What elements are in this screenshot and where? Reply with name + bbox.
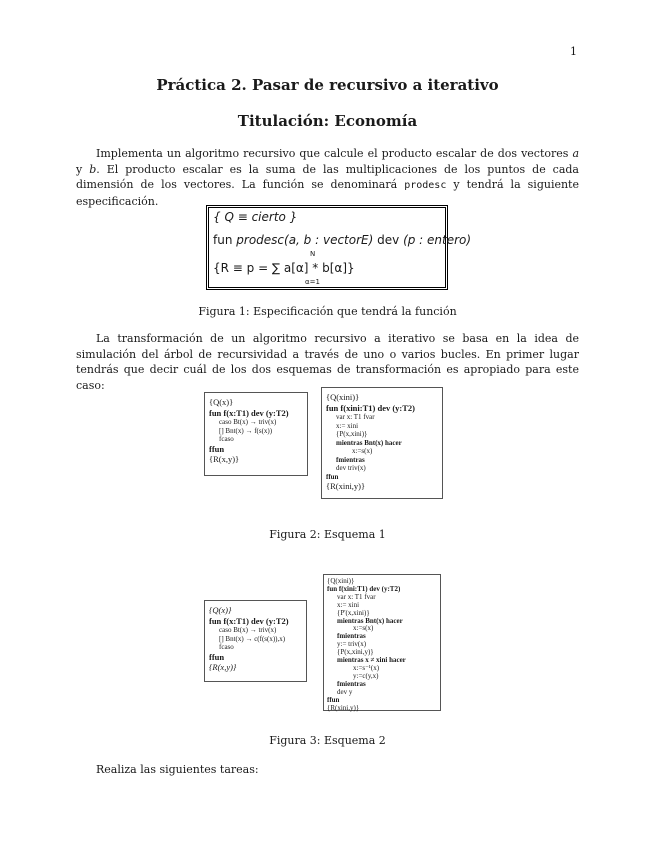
- func-name: prodesc: [404, 180, 447, 191]
- code-line: fmientras: [337, 632, 366, 641]
- code-line: caso Bt(x) → triv(x): [219, 626, 277, 634]
- code-line: fun f(xini:T1) dev (y:T2): [326, 402, 416, 413]
- figure-3-caption: Figura 3: Esquema 2: [269, 734, 386, 747]
- spec-postcondition: {R ≡ p = ∑ a[α] * b[α]}: [213, 261, 355, 275]
- code-line: ffun: [327, 695, 340, 704]
- code-line: {R(x,y)}: [209, 454, 240, 464]
- scheme-2-iterative-box: [323, 574, 441, 711]
- code-line: dev triv(x): [336, 464, 366, 472]
- code-line: var x: T1 fvar: [336, 413, 375, 421]
- code-line: fun f(x:T1) dev (y:T2): [209, 615, 289, 626]
- figure-2-caption: Figura 2: Esquema 1: [269, 528, 386, 541]
- code-line: {P(x,xini,y)}: [337, 648, 374, 657]
- spec-precondition: { Q ≡ cierto }: [213, 210, 298, 224]
- code-line: ffun: [209, 443, 225, 454]
- code-line: x:=s(x): [352, 447, 373, 455]
- code-line: fcaso: [219, 643, 234, 651]
- code-line: caso Bt(x) → triv(x): [219, 418, 277, 426]
- spec-dev-keyword: dev: [377, 233, 400, 247]
- code-line: var x: T1 fvar: [337, 592, 376, 601]
- code-line: x:= xini: [337, 600, 360, 609]
- code-line: {Q(x)}: [209, 605, 232, 615]
- code-line: fmientras: [337, 679, 366, 688]
- sum-upper-limit: N: [310, 250, 316, 258]
- code-line: y:= triv(x): [337, 640, 367, 649]
- code-line: [] Bnt(x) → c(f(s(x)),x): [219, 634, 286, 643]
- figure-1-caption: Figura 1: Especificación que tendrá la función: [198, 305, 457, 318]
- tasks-intro: Realiza las siguientes tareas:: [96, 763, 259, 776]
- intro-paragraph: [76, 146, 579, 209]
- code-line: fmientras: [336, 455, 365, 464]
- scheme-1-recursive-box: [204, 392, 308, 476]
- intro-text-3: y tendrá la siguiente especificación.: [76, 178, 579, 208]
- var-b: b: [89, 162, 97, 176]
- intro-text-2: . El producto escalar es la suma de las multiplicaciones de los puntos de cada dimensión de los vectores. La función se denominará: [76, 162, 579, 191]
- sum-lower-limit: α=1: [305, 278, 320, 286]
- scheme-2-recursive-box: [204, 600, 307, 682]
- page-number: 1: [570, 45, 577, 58]
- code-line: mientras x ≠ xini hacer: [337, 656, 406, 665]
- code-line: y:=c(y,x): [353, 671, 379, 680]
- code-line: mientras Bnt(x) hacer: [336, 438, 402, 447]
- code-line: {R(xini,y)}: [327, 703, 360, 712]
- code-line: {Q(xini)}: [327, 577, 355, 585]
- code-line: fun f(x:T1) dev (y:T2): [209, 407, 289, 418]
- code-line: dev y: [337, 687, 353, 696]
- code-line: {P'(x,xini)}: [337, 608, 370, 617]
- code-line: [] Bnt(x) → f(s(x)): [219, 426, 273, 435]
- spec-fun-keyword: fun: [213, 233, 233, 247]
- page-title: Práctica 2. Pasar de recursivo a iterativo: [156, 76, 499, 94]
- code-line: x:= xini: [336, 421, 359, 430]
- transform-paragraph: La transformación de un algoritmo recursivo a iterativo se basa en la idea de simulación del árbol de recursividad a través de uno o varios bucles. En primer lugar tendrás que decir cuál de los dos esquemas de transformación es apropiado para este caso:: [76, 332, 579, 392]
- code-line: x:=s⁻¹(x): [353, 663, 380, 672]
- code-line: x:=s(x): [353, 624, 374, 633]
- scheme-1-iterative-box: [321, 387, 443, 499]
- spec-params: (a, b : vectorE): [284, 233, 374, 247]
- code-line: fun f(xini:T1) dev (y:T2): [327, 584, 401, 593]
- code-line: {R(x,y)}: [209, 662, 237, 672]
- code-line: {R(xini,y)}: [326, 481, 366, 491]
- code-line: {Q(x)}: [209, 397, 234, 407]
- code-line: mientras Bnt(x) hacer: [337, 616, 403, 625]
- page-subtitle: Titulación: Economía: [237, 112, 418, 130]
- code-line: fcaso: [219, 435, 234, 443]
- spec-func-name: prodesc: [236, 233, 285, 247]
- code-line: {P(x,xini)}: [336, 430, 368, 438]
- spec-signature: [213, 233, 471, 247]
- code-line: ffun: [326, 472, 339, 481]
- spec-return: (p : entero): [403, 233, 472, 247]
- intro-text-y: y: [76, 162, 90, 176]
- var-a: a: [572, 147, 579, 160]
- specification-box: [206, 205, 472, 290]
- code-line: {Q(xini)}: [326, 392, 360, 402]
- intro-text-1: Implementa un algoritmo recursivo que calcule el producto escalar de dos vectores: [96, 147, 573, 160]
- code-line: ffun: [209, 651, 225, 662]
